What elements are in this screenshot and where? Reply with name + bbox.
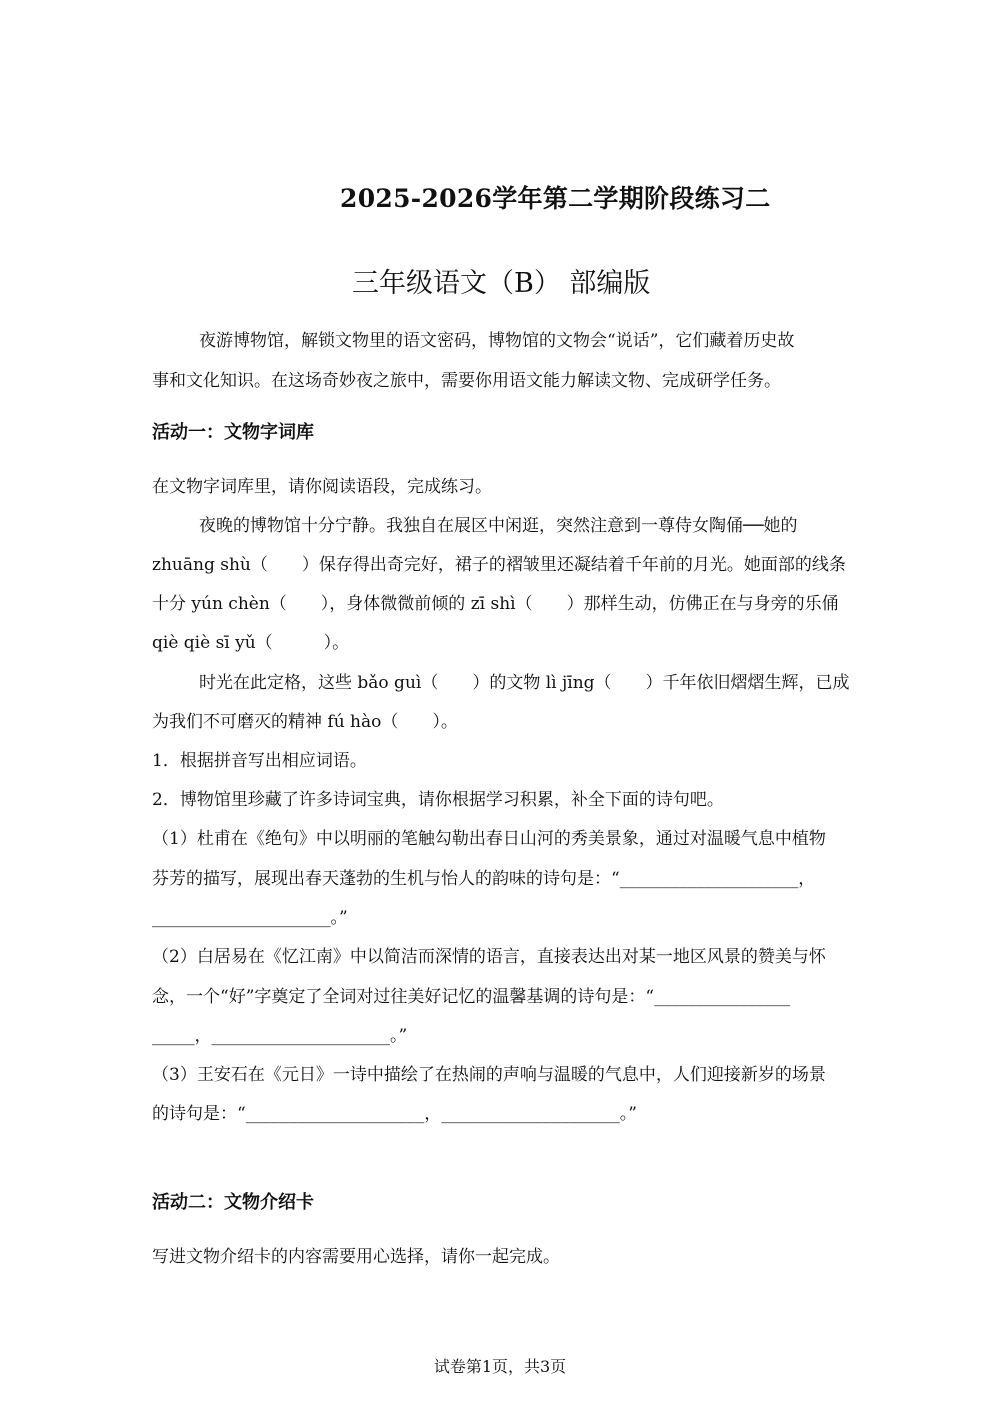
passage-line-5: 时光在此定格，这些 bǎo guì（ ）的文物 lì jīng（ ）千年依旧熠熠生辉，已成 bbox=[199, 673, 850, 693]
question-2-2-line-1: （2）白居易在《忆江南》中以简洁而深情的语言，直接表达出对某一地区风景的赞美与怀 bbox=[152, 947, 826, 967]
activity1-instruction: 在文物字词库里，请你阅读语段，完成练习。 bbox=[152, 477, 492, 497]
activity2-heading: 活动二：文物介绍卡 bbox=[152, 1192, 314, 1213]
passage-line-4: qiè qiè sī yǔ（ ）。 bbox=[152, 633, 350, 653]
page-title: 2025-2026学年第二学期阶段练习二 bbox=[340, 184, 771, 213]
passage-line-3: 十分 yún chèn（ ），身体微微前倾的 zī shì（ ）那样生动，仿佛正在与身旁的乐俑 bbox=[152, 594, 839, 614]
question-2-2-line-3: _____，_____________________。” bbox=[152, 1026, 408, 1046]
question-1: 1．根据拼音写出相应词语。 bbox=[152, 751, 367, 771]
intro-line-1: 夜游博物馆，解锁文物里的语文密码，博物馆的文物会“说话”，它们藏着历史故 bbox=[199, 331, 795, 351]
question-2-3-line-2: 的诗句是：“_____________________，_____________________。” bbox=[152, 1104, 637, 1124]
passage-line-6: 为我们不可磨灭的精神 fú hào（ ）。 bbox=[152, 712, 458, 732]
page-subtitle: 三年级语文（B） 部编版 bbox=[352, 268, 651, 299]
passage-line-1: 夜晚的博物馆十分宁静。我独自在展区中闲逛，突然注意到一尊侍女陶俑──她的 bbox=[199, 516, 798, 536]
question-2-1-line-3: _____________________。” bbox=[152, 908, 348, 928]
activity1-heading: 活动一：文物字词库 bbox=[152, 422, 314, 443]
page-footer: 试卷第1页，共3页 bbox=[433, 1357, 567, 1376]
question-2-2-line-2: 念，一个“好”字奠定了全词对过往美好记忆的温馨基调的诗句是：“________________ bbox=[152, 987, 791, 1007]
intro-line-2: 事和文化知识。在这场奇妙夜之旅中，需要你用语文能力解读文物、完成研学任务。 bbox=[152, 371, 781, 391]
passage-line-2: zhuāng shù（ ）保存得出奇完好，裙子的褶皱里还凝结着千年前的月光。她面部的线条 bbox=[152, 555, 846, 575]
question-2-3-line-1: （3）王安石在《元日》一诗中描绘了在热闹的声响与温暖的气息中，人们迎接新岁的场景 bbox=[152, 1065, 826, 1085]
question-2-1-line-1: （1）杜甫在《绝句》中以明丽的笔触勾勒出春日山河的秀美景象，通过对温暖气息中植物 bbox=[152, 829, 826, 849]
activity2-instruction: 写进文物介绍卡的内容需要用心选择，请你一起完成。 bbox=[152, 1247, 560, 1267]
question-2: 2．博物馆里珍藏了许多诗词宝典，请你根据学习积累，补全下面的诗句吧。 bbox=[152, 790, 724, 810]
question-2-1-line-2: 芬芳的描写，展现出春天蓬勃的生机与怡人的韵味的诗句是：“_____________________， bbox=[152, 869, 816, 889]
